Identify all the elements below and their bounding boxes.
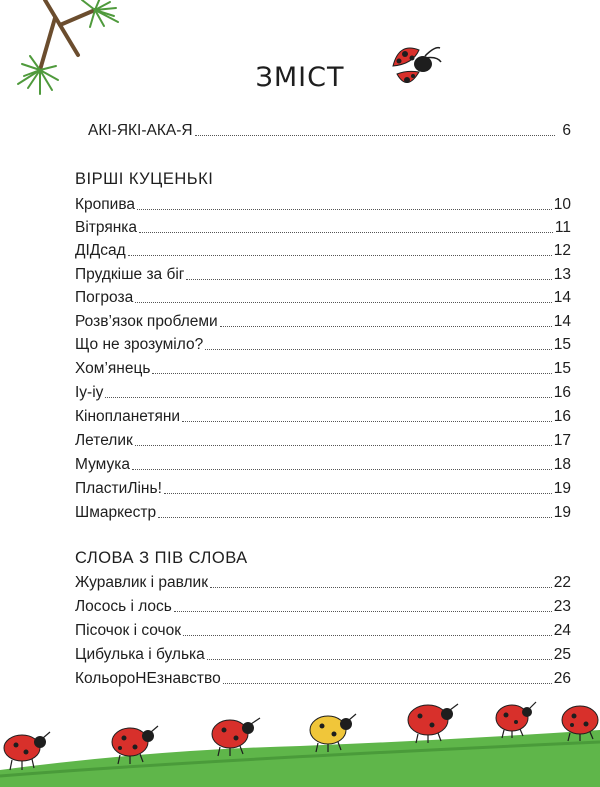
toc-entry[interactable]: [75, 570, 571, 592]
toc-entry-title: Летелик: [75, 432, 133, 449]
toc-entry-page: 16: [553, 384, 571, 401]
dot-leader: [210, 587, 552, 588]
toc-entry-page: 25: [553, 646, 571, 663]
toc-entry[interactable]: [75, 618, 571, 640]
toc-entry-title: Розв’язок проблеми: [75, 313, 218, 330]
toc-entry-page: 13: [553, 266, 571, 283]
dot-leader: [164, 493, 552, 494]
toc-entry[interactable]: [75, 380, 571, 402]
toc-entry[interactable]: [75, 192, 571, 214]
toc-entry[interactable]: [75, 476, 571, 498]
toc-entry-title: Кропива: [75, 196, 136, 213]
toc-entry-page: 12: [553, 242, 571, 259]
toc-entry[interactable]: [75, 452, 571, 474]
toc-entry[interactable]: [75, 642, 571, 664]
toc-entry-page: 14: [553, 289, 571, 306]
dot-leader: [158, 517, 552, 518]
toc-entry-title: Лосось і лось: [75, 598, 172, 615]
dot-leader: [207, 659, 552, 660]
toc-entry-title: Іу-іу: [75, 384, 104, 401]
toc-entry-title: Мумука: [75, 456, 130, 473]
toc-entry[interactable]: [75, 215, 571, 237]
toc-entry[interactable]: [75, 500, 571, 522]
dot-leader: [135, 302, 552, 303]
dot-leader: [105, 397, 551, 398]
toc-entry-title: Пісочок і сочок: [75, 622, 182, 639]
section-heading-words-from-half-words: СЛОВА З ПІВ СЛОВА: [75, 549, 248, 567]
dot-leader: [220, 326, 552, 327]
toc-entry[interactable]: [75, 666, 571, 688]
toc-entry-title: КольороНЕзнавство: [75, 670, 221, 687]
dot-leader: [174, 611, 552, 612]
toc-entry-title: Шмаркестр: [75, 504, 157, 521]
section-heading-short-poems: ВІРШІ КУЦЕНЬКІ: [75, 170, 214, 188]
dot-leader: [205, 349, 552, 350]
dot-leader: [223, 683, 552, 684]
toc-entry-title: АКІ-ЯКІ-АКА-Я: [88, 122, 193, 139]
dot-leader: [152, 373, 551, 374]
toc-entry-page: 19: [553, 480, 571, 497]
toc-entry-page: 22: [553, 574, 571, 591]
toc-entry-title: Що не зрозуміло?: [75, 336, 204, 353]
toc-entry-page: 17: [553, 432, 571, 449]
ladybug-icon: [408, 704, 458, 743]
toc-entry-page: 10: [553, 196, 571, 213]
toc-entry-title: Погроза: [75, 289, 134, 306]
toc-entry-page: 23: [553, 598, 571, 615]
dot-leader: [137, 209, 552, 210]
toc-entry-title: ДІДсад: [75, 242, 126, 259]
toc-entry[interactable]: [75, 594, 571, 616]
page-title: ЗМІСТ: [255, 62, 345, 93]
toc-entry-title: Прудкіше за біг: [75, 266, 185, 283]
toc-entry-title: Журавлик і равлик: [75, 574, 208, 591]
toc-entry-page: 14: [553, 313, 571, 330]
toc-entry-title: Вітрянка: [75, 219, 138, 236]
toc-entry-page: 24: [553, 622, 571, 639]
toc-entry-page: 19: [553, 504, 571, 521]
grass-with-ladybugs-illustration: [0, 690, 600, 787]
dot-leader: [182, 421, 552, 422]
toc-entry[interactable]: [75, 238, 571, 260]
dot-leader: [195, 135, 555, 136]
toc-entry-page: 18: [553, 456, 571, 473]
ladybug-icon: [4, 732, 50, 770]
toc-entry-page: 16: [553, 408, 571, 425]
toc-entry-page: 15: [553, 336, 571, 353]
toc-entry-page: 15: [553, 360, 571, 377]
pine-branch-illustration: [0, 0, 130, 110]
toc-entry-title: Кінопланетяни: [75, 408, 181, 425]
toc-entry-intro[interactable]: [88, 118, 571, 140]
dot-leader: [139, 232, 553, 233]
dot-leader: [183, 635, 552, 636]
toc-entry[interactable]: [75, 285, 571, 307]
toc-entry[interactable]: [75, 404, 571, 426]
toc-entry[interactable]: [75, 356, 571, 378]
toc-entry-page: 6: [562, 122, 571, 139]
ladybug-icon: [496, 702, 536, 738]
toc-entry-page: 11: [554, 219, 571, 236]
toc-entry[interactable]: [75, 332, 571, 354]
toc-entry-title: Хом’янець: [75, 360, 151, 377]
dot-leader: [132, 469, 552, 470]
toc-entry[interactable]: [75, 428, 571, 450]
toc-entry-page: 26: [553, 670, 571, 687]
dot-leader: [186, 279, 551, 280]
toc-entry-title: Цибулька і булька: [75, 646, 205, 663]
dot-leader: [128, 255, 552, 256]
toc-entry[interactable]: [75, 262, 571, 284]
toc-entry-title: ПластиЛінь!: [75, 480, 162, 497]
dot-leader: [135, 445, 552, 446]
toc-entry[interactable]: [75, 309, 571, 331]
